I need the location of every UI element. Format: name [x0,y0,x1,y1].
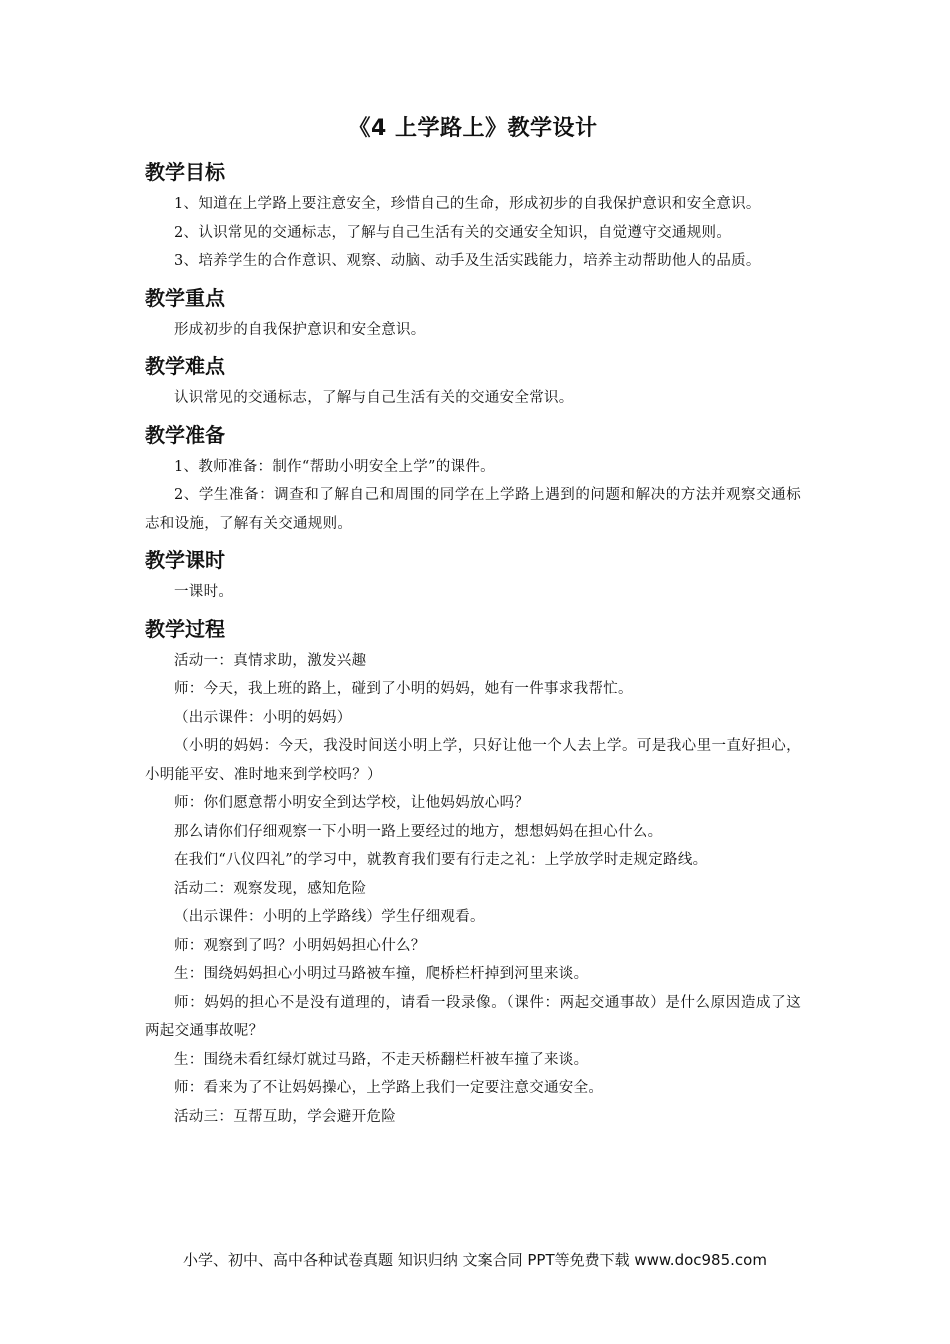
section-paragraph: 师：看来为了不让妈妈操心，上学路上我们一定要注意交通安全。 [174,1080,604,1096]
section-paragraph: 认识常见的交通标志，了解与自己生活有关的交通安全常识。 [174,390,574,406]
section-paragraph: 那么请你们仔细观察一下小明一路上要经过的地方，想想妈妈在担心什么。 [174,823,663,840]
section-paragraph: 3、培养学生的合作意识、观察、动脑、动手及生活实践能力，培养主动帮助他人的品质。 [174,253,761,269]
section-paragraph: （出示课件：小明的妈妈） [174,709,352,726]
section-heading: 教学难点 [145,354,225,378]
section-paragraph: 生：围绕未看红绿灯就过马路，不走天桥翻栏杆被车撞了来谈。 [174,1051,589,1068]
section-heading: 教学准备 [145,422,225,447]
section-heading: 教学目标 [145,160,225,184]
section-paragraph: 2、认识常见的交通标志，了解与自己生活有关的交通安全知识，自觉遵守交通规则。 [174,224,732,241]
section-paragraph: 1、教师准备：制作“帮助小明安全上学”的课件。 [174,458,495,475]
section-paragraph: 2、学生准备：调查和了解自己和周围的同学在上学路上遇到的问题和解决的方法并观察交通标志和设施，了解有关交通规则。 [145,487,801,532]
document-title: 《4 上学路上》教学设计 [348,116,598,141]
section-heading: 教学重点 [145,285,225,310]
footer-watermark: 小学、初中、高中各种试卷真题 知识归纳 文案合同 PPT等免费下载 www.doc985.com [183,1251,767,1269]
section-paragraph: 1、知道在上学路上要注意安全，珍惜自己的生命，形成初步的自我保护意识和安全意识。 [174,196,761,212]
document-body [145,112,801,1131]
section-paragraph: 活动三：互帮互助，学会避开危险 [174,1108,396,1125]
section-heading: 教学过程 [145,616,225,641]
section-paragraph: 师：观察到了吗？小明妈妈担心什么？ [174,937,426,954]
section-paragraph: （出示课件：小明的上学路线）学生仔细观看。 [174,909,485,925]
section-paragraph: 形成初步的自我保护意识和安全意识。 [174,321,426,338]
section-paragraph: 在我们“八仪四礼”的学习中，就教育我们要有行走之礼：上学放学时走规定路线。 [174,852,708,868]
section-paragraph: 师：你们愿意帮小明安全到达学校，让他妈妈放心吗？ [174,795,530,811]
section-paragraph: 师：妈妈的担心不是没有道理的，请看一段录像。（课件：两起交通事故）是什么原因造成了这两起交通事故呢？ [145,994,801,1039]
section-paragraph: 活动一：真情求助，激发兴趣 [174,652,367,669]
section-paragraph: 活动二：观察发现，感知危险 [174,880,367,897]
section-paragraph: 师：今天，我上班的路上，碰到了小明的妈妈，她有一件事求我帮忙。 [174,681,633,697]
section-paragraph: 一课时。 [174,584,234,600]
section-paragraph: （小明的妈妈：今天，我没时间送小明上学，只好让他一个人去上学。可是我心里一直好担心，小明能平安、准时地来到学校吗？） [145,738,801,783]
section-paragraph: 生：围绕妈妈担心小明过马路被车撞，爬桥栏杆掉到河里来谈。 [174,966,589,982]
section-heading: 教学课时 [145,548,225,572]
